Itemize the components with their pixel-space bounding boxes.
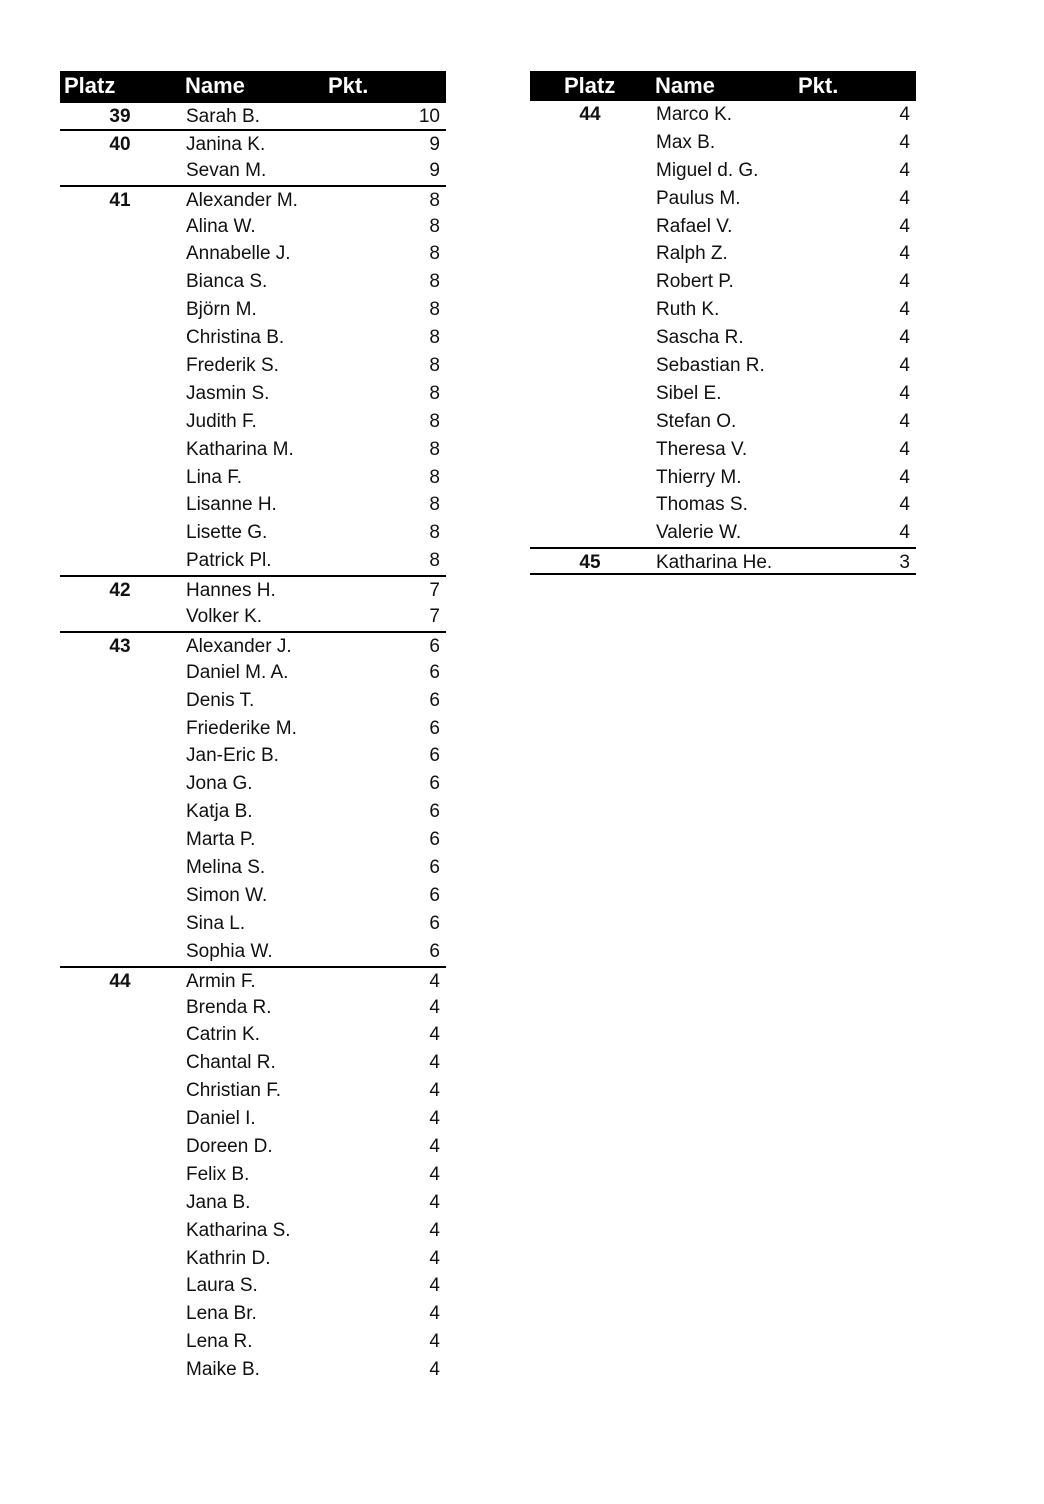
name-cell: Ruth K. <box>656 299 720 321</box>
header-pkt: Pkt. <box>798 73 839 98</box>
table-row <box>60 268 446 296</box>
table-row <box>60 798 446 826</box>
pkt-cell: 4 <box>429 1359 440 1381</box>
table-row <box>530 296 916 324</box>
name-cell: Sarah B. <box>186 106 260 127</box>
name-cell: Rafael V. <box>656 215 733 237</box>
name-cell: Felix B. <box>186 1163 250 1185</box>
pkt-cell: 8 <box>429 215 440 237</box>
header-platz: Platz <box>564 73 616 98</box>
platz-cell: 44 <box>579 104 601 125</box>
header-platz: Platz <box>64 73 116 98</box>
name-cell: Frederik S. <box>186 355 279 377</box>
name-cell: Maike B. <box>186 1359 260 1381</box>
name-cell: Lisette G. <box>186 522 268 544</box>
table-row <box>60 1105 446 1133</box>
platz-cell: 45 <box>579 552 601 574</box>
pkt-cell: 6 <box>429 857 440 879</box>
name-cell: Chantal R. <box>186 1052 276 1074</box>
name-cell: Patrick Pl. <box>186 550 272 572</box>
name-cell: Jasmin S. <box>186 382 270 404</box>
platz-cell: 43 <box>109 635 131 657</box>
pkt-cell: 4 <box>899 382 910 404</box>
table-row <box>60 1328 446 1356</box>
table-row <box>530 129 916 157</box>
name-cell: Alina W. <box>186 215 256 237</box>
header-name: Name <box>185 73 245 98</box>
pkt-cell: 4 <box>429 1135 440 1157</box>
pkt-cell: 4 <box>899 131 910 153</box>
pkt-cell: 4 <box>899 522 910 544</box>
pkt-cell: 9 <box>429 159 440 181</box>
name-cell: Sina L. <box>186 912 246 934</box>
name-cell: Melina S. <box>186 857 266 879</box>
table-row <box>60 742 446 770</box>
name-cell: Thierry M. <box>656 466 742 488</box>
table-row <box>530 213 916 241</box>
table-row <box>530 352 916 380</box>
pkt-cell: 4 <box>429 1108 440 1130</box>
pkt-cell: 4 <box>429 1163 440 1185</box>
table-row <box>60 129 446 157</box>
pkt-cell: 8 <box>429 189 440 211</box>
pkt-cell: 4 <box>899 494 910 516</box>
table-row <box>60 910 446 938</box>
table-row <box>60 659 446 687</box>
pkt-cell: 6 <box>429 745 440 767</box>
name-cell: Sascha R. <box>656 327 744 349</box>
pkt-cell: 6 <box>429 717 440 739</box>
pkt-cell: 4 <box>899 271 910 293</box>
table-row <box>60 715 446 743</box>
pkt-cell: 7 <box>429 580 440 602</box>
pkt-cell: 6 <box>429 884 440 906</box>
pkt-cell: 4 <box>899 159 910 181</box>
table-header <box>60 71 446 101</box>
table-row <box>530 547 916 575</box>
name-cell: Hannes H. <box>186 580 276 602</box>
pkt-cell: 4 <box>429 1052 440 1074</box>
table-row <box>60 1300 446 1328</box>
name-cell: Brenda R. <box>186 996 272 1018</box>
ranking-table-right <box>530 71 916 575</box>
table-row <box>530 491 916 519</box>
name-cell: Denis T. <box>186 689 255 711</box>
name-cell: Annabelle J. <box>186 243 291 265</box>
pkt-cell: 4 <box>899 104 910 125</box>
table-row <box>530 101 916 129</box>
pkt-cell: 4 <box>899 466 910 488</box>
pkt-cell: 6 <box>429 661 440 683</box>
table-body <box>530 101 916 575</box>
table-row <box>60 966 446 994</box>
ranking-table-left <box>60 71 446 1384</box>
name-cell: Christina B. <box>186 327 285 349</box>
pkt-cell: 6 <box>429 829 440 851</box>
pkt-cell: 8 <box>429 382 440 404</box>
table-row <box>60 519 446 547</box>
table-row <box>60 464 446 492</box>
table-row <box>60 240 446 268</box>
pkt-cell: 4 <box>899 187 910 209</box>
pkt-cell: 4 <box>899 243 910 265</box>
table-row <box>60 994 446 1022</box>
table-row <box>60 157 446 185</box>
name-cell: Doreen D. <box>186 1135 273 1157</box>
name-cell: Robert P. <box>656 271 734 293</box>
pkt-cell: 4 <box>429 1275 440 1297</box>
table-row <box>60 770 446 798</box>
header-pkt: Pkt. <box>328 73 369 98</box>
name-cell: Sibel E. <box>656 382 722 404</box>
name-cell: Sevan M. <box>186 159 267 181</box>
header-name: Name <box>655 73 715 98</box>
name-cell: Armin F. <box>186 970 256 992</box>
table-row <box>60 938 446 966</box>
name-cell: Valerie W. <box>656 522 742 544</box>
table-row <box>60 631 446 659</box>
table-row <box>530 324 916 352</box>
name-cell: Volker K. <box>186 606 263 628</box>
pkt-cell: 4 <box>429 1191 440 1213</box>
table-row <box>60 380 446 408</box>
table-row <box>60 603 446 631</box>
pkt-cell: 4 <box>899 438 910 460</box>
name-cell: Marco K. <box>656 104 733 125</box>
table-row <box>530 380 916 408</box>
pkt-cell: 8 <box>429 522 440 544</box>
table-row <box>60 1356 446 1384</box>
name-cell: Katharina M. <box>186 438 294 460</box>
pkt-cell: 6 <box>429 773 440 795</box>
name-cell: Daniel I. <box>186 1108 256 1130</box>
table-row <box>60 436 446 464</box>
table-row <box>60 352 446 380</box>
pkt-cell: 10 <box>418 106 440 127</box>
name-cell: Simon W. <box>186 884 268 906</box>
name-cell: Catrin K. <box>186 1024 260 1046</box>
pkt-cell: 4 <box>429 1247 440 1269</box>
name-cell: Sebastian R. <box>656 355 765 377</box>
name-cell: Lina F. <box>186 466 242 488</box>
table-row <box>60 547 446 575</box>
table-row <box>60 882 446 910</box>
table-row <box>60 1189 446 1217</box>
name-cell: Katharina S. <box>186 1219 291 1241</box>
table-row <box>530 436 916 464</box>
pkt-cell: 8 <box>429 327 440 349</box>
name-cell: Lena Br. <box>186 1303 257 1325</box>
pkt-cell: 8 <box>429 299 440 321</box>
table-row <box>60 1049 446 1077</box>
table-row <box>60 1272 446 1300</box>
name-cell: Christian F. <box>186 1080 282 1102</box>
name-cell: Jona G. <box>186 773 253 795</box>
name-cell: Janina K. <box>186 133 266 155</box>
name-cell: Thomas S. <box>656 494 748 516</box>
pkt-cell: 8 <box>429 271 440 293</box>
name-cell: Katharina He. <box>656 552 773 574</box>
pkt-cell: 6 <box>429 912 440 934</box>
platz-cell: 44 <box>109 970 131 992</box>
table-row <box>530 464 916 492</box>
table-row <box>530 240 916 268</box>
pkt-cell: 4 <box>899 355 910 377</box>
pkt-cell: 4 <box>429 1331 440 1353</box>
table-row <box>60 408 446 436</box>
pkt-cell: 4 <box>429 996 440 1018</box>
name-cell: Theresa V. <box>656 438 748 460</box>
name-cell: Friederike M. <box>186 717 297 739</box>
pkt-cell: 4 <box>899 215 910 237</box>
name-cell: Stefan O. <box>656 410 737 432</box>
platz-cell: 40 <box>109 133 131 155</box>
platz-cell: 42 <box>109 580 131 602</box>
table-header <box>530 71 916 101</box>
name-cell: Judith F. <box>186 410 257 432</box>
name-cell: Laura S. <box>186 1275 258 1297</box>
pkt-cell: 3 <box>899 552 910 574</box>
pkt-cell: 7 <box>429 606 440 628</box>
name-cell: Paulus M. <box>656 187 741 209</box>
pkt-cell: 6 <box>429 689 440 711</box>
table-row <box>60 213 446 241</box>
pkt-cell: 4 <box>429 1303 440 1325</box>
name-cell: Marta P. <box>186 829 256 851</box>
pkt-cell: 4 <box>899 410 910 432</box>
name-cell: Björn M. <box>186 299 257 321</box>
name-cell: Jana B. <box>186 1191 251 1213</box>
platz-cell: 39 <box>109 106 131 127</box>
table-row <box>60 854 446 882</box>
pkt-cell: 4 <box>429 1024 440 1046</box>
pkt-cell: 4 <box>899 327 910 349</box>
table-row <box>60 1217 446 1245</box>
table-row <box>60 101 446 129</box>
table-body <box>60 101 446 1384</box>
table-row <box>530 157 916 185</box>
pkt-cell: 6 <box>429 801 440 823</box>
name-cell: Katja B. <box>186 801 253 823</box>
pkt-cell: 8 <box>429 466 440 488</box>
platz-cell: 41 <box>109 189 131 211</box>
name-cell: Lisanne H. <box>186 494 277 516</box>
name-cell: Alexander J. <box>186 635 292 657</box>
name-cell: Alexander M. <box>186 189 298 211</box>
name-cell: Miguel d. G. <box>656 159 759 181</box>
table-row <box>60 1245 446 1273</box>
name-cell: Sophia W. <box>186 940 273 962</box>
table-row <box>60 687 446 715</box>
pkt-cell: 8 <box>429 550 440 572</box>
pkt-cell: 4 <box>429 970 440 992</box>
name-cell: Lena R. <box>186 1331 253 1353</box>
name-cell: Daniel M. A. <box>186 661 289 683</box>
name-cell: Kathrin D. <box>186 1247 271 1269</box>
table-row <box>60 296 446 324</box>
pkt-cell: 4 <box>429 1080 440 1102</box>
table-row <box>60 826 446 854</box>
table-row <box>60 1161 446 1189</box>
table-row <box>60 1077 446 1105</box>
pkt-cell: 6 <box>429 635 440 657</box>
name-cell: Max B. <box>656 131 716 153</box>
table-row <box>60 1133 446 1161</box>
pkt-cell: 9 <box>429 133 440 155</box>
table-row <box>60 1021 446 1049</box>
pkt-cell: 4 <box>429 1219 440 1241</box>
table-row <box>530 408 916 436</box>
name-cell: Jan-Eric B. <box>186 745 279 767</box>
table-row <box>530 519 916 547</box>
pkt-cell: 4 <box>899 299 910 321</box>
name-cell: Ralph Z. <box>656 243 728 265</box>
pkt-cell: 8 <box>429 410 440 432</box>
pkt-cell: 8 <box>429 355 440 377</box>
table-row <box>530 268 916 296</box>
pkt-cell: 8 <box>429 438 440 460</box>
table-row <box>60 491 446 519</box>
table-row <box>530 185 916 213</box>
table-row <box>60 575 446 603</box>
table-row <box>60 185 446 213</box>
name-cell: Bianca S. <box>186 271 268 293</box>
pkt-cell: 8 <box>429 243 440 265</box>
pkt-cell: 6 <box>429 940 440 962</box>
pkt-cell: 8 <box>429 494 440 516</box>
table-row <box>60 324 446 352</box>
